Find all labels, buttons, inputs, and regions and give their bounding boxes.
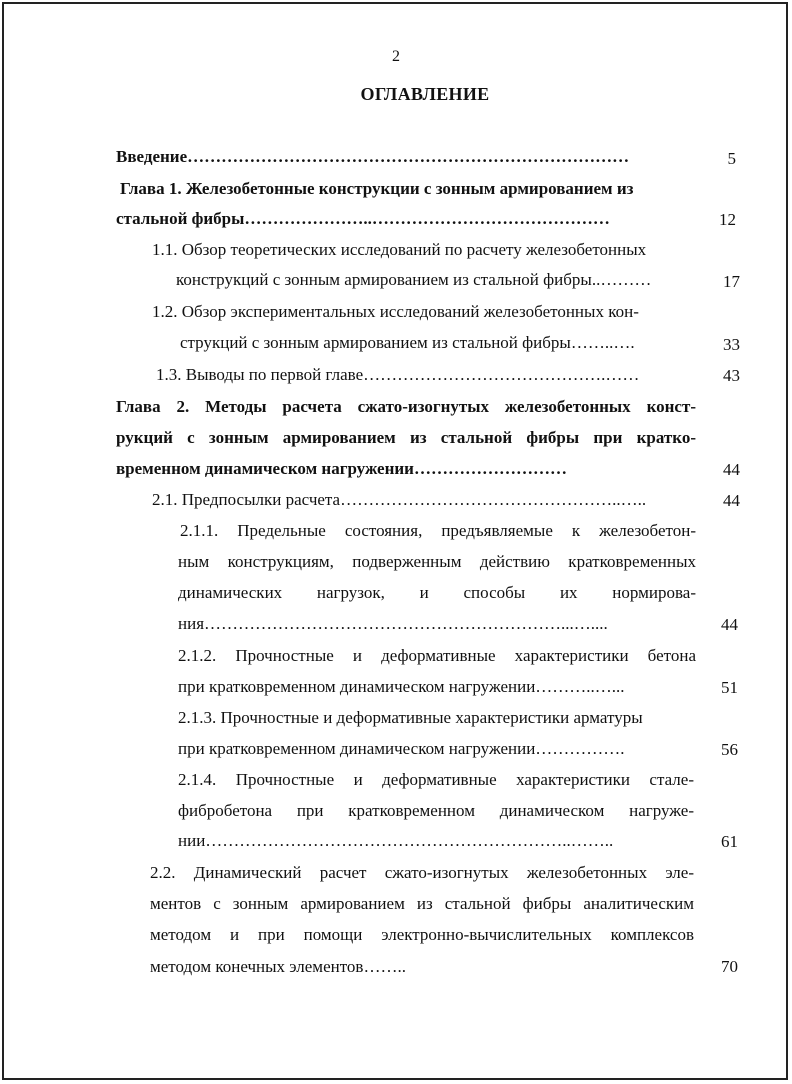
toc-entry-2-1-1-cont3[interactable]: ния………………………………………………………...….... (178, 614, 608, 633)
toc-page-2-2: 70 (721, 957, 738, 976)
toc-entry-2-1-1-cont[interactable]: ным конструкциям, подверженным действию кратковременных (178, 552, 696, 571)
toc-entry-intro[interactable]: Введение…………………………………………………………………… (116, 147, 630, 166)
toc-page-intro: 5 (727, 149, 736, 168)
toc-entry-1-1-cont[interactable]: конструкций с зонным армированием из стальной фибры..……… (176, 270, 652, 289)
toc-entry-2-1-4-cont2[interactable]: нии………………………………………………………..…….. (178, 831, 614, 850)
toc-entry-2-1-2-cont[interactable]: при кратковременном динамическом нагружении………..…... (178, 677, 625, 696)
toc-entry-2-1-3-cont[interactable]: при кратковременном динамическом нагружении……………. (178, 739, 625, 758)
toc-entry-2-1-3[interactable]: 2.1.3. Прочностные и деформативные характеристики арматуры (178, 708, 643, 727)
toc-page-2-1-3: 56 (721, 740, 738, 759)
toc-page-2-1-1: 44 (721, 615, 738, 634)
toc-page-2-1: 44 (723, 491, 740, 510)
toc-entry-2-1-2[interactable]: 2.1.2. Прочностные и деформативные характеристики бетона (178, 646, 696, 665)
toc-entry-chapter-2-cont[interactable]: рукций с зонным армированием из стальной фибры при кратко- (116, 428, 696, 447)
toc-page-1-3: 43 (723, 366, 740, 385)
toc-page-2-1-2: 51 (721, 678, 738, 697)
toc-entry-2-1-4[interactable]: 2.1.4. Прочностные и деформативные характеристики стале- (178, 770, 694, 789)
toc-entry-chapter-1-cont[interactable]: стальной фибры…………………..…………………………………… (116, 209, 610, 228)
toc-entry-1-3[interactable]: 1.3. Выводы по первой главе…………………………………….…… (156, 365, 640, 384)
toc-entry-2-2-cont3[interactable]: методом конечных элементов…….. (150, 957, 406, 976)
toc-entry-1-2[interactable]: 1.2. Обзор экспериментальных исследований железобетонных кон- (152, 302, 639, 321)
toc-entry-chapter-2-cont2[interactable]: временном динамическом нагружении……………………… (116, 459, 567, 478)
toc-entry-1-2-cont[interactable]: струкций с зонным армированием из стальной фибры……..…. (180, 333, 635, 352)
toc-page-1-1: 17 (723, 272, 740, 291)
toc-entry-2-1-1-cont2[interactable]: динамических нагрузок, и способы их нормирова- (178, 583, 696, 602)
toc-entry-2-1[interactable]: 2.1. Предпосылки расчета…………………………………………..….. (152, 490, 647, 509)
toc-page-1-2: 33 (723, 335, 740, 354)
toc-entry-2-2-cont2[interactable]: методом и при помощи электронно-вычислительных комплексов (150, 925, 694, 944)
toc-entry-2-1-4-cont[interactable]: фибробетона при кратковременном динамическом нагруже- (178, 801, 694, 820)
toc-entry-chapter-1[interactable]: Глава 1. Железобетонные конструкции с зонным армированием из (120, 179, 634, 198)
toc-page-chapter-1: 12 (719, 210, 736, 229)
toc-entry-2-2-cont[interactable]: ментов с зонным армированием из стальной фибры аналитическим (150, 894, 694, 913)
toc-page-chapter-2: 44 (723, 460, 740, 479)
page-number: 2 (392, 48, 400, 65)
toc-entry-chapter-2[interactable]: Глава 2. Методы расчета сжато-изогнутых железобетонных конст- (116, 397, 696, 416)
toc-page-2-1-4: 61 (721, 832, 738, 851)
toc-entry-2-2[interactable]: 2.2. Динамический расчет сжато-изогнутых железобетонных эле- (150, 863, 694, 882)
page-title: ОГЛАВЛЕНИЕ (360, 84, 490, 104)
toc-entry-2-1-1[interactable]: 2.1.1. Предельные состояния, предъявляемые к железобетон- (180, 521, 696, 540)
toc-entry-1-1[interactable]: 1.1. Обзор теоретических исследований по расчету железобетонных (152, 240, 647, 259)
